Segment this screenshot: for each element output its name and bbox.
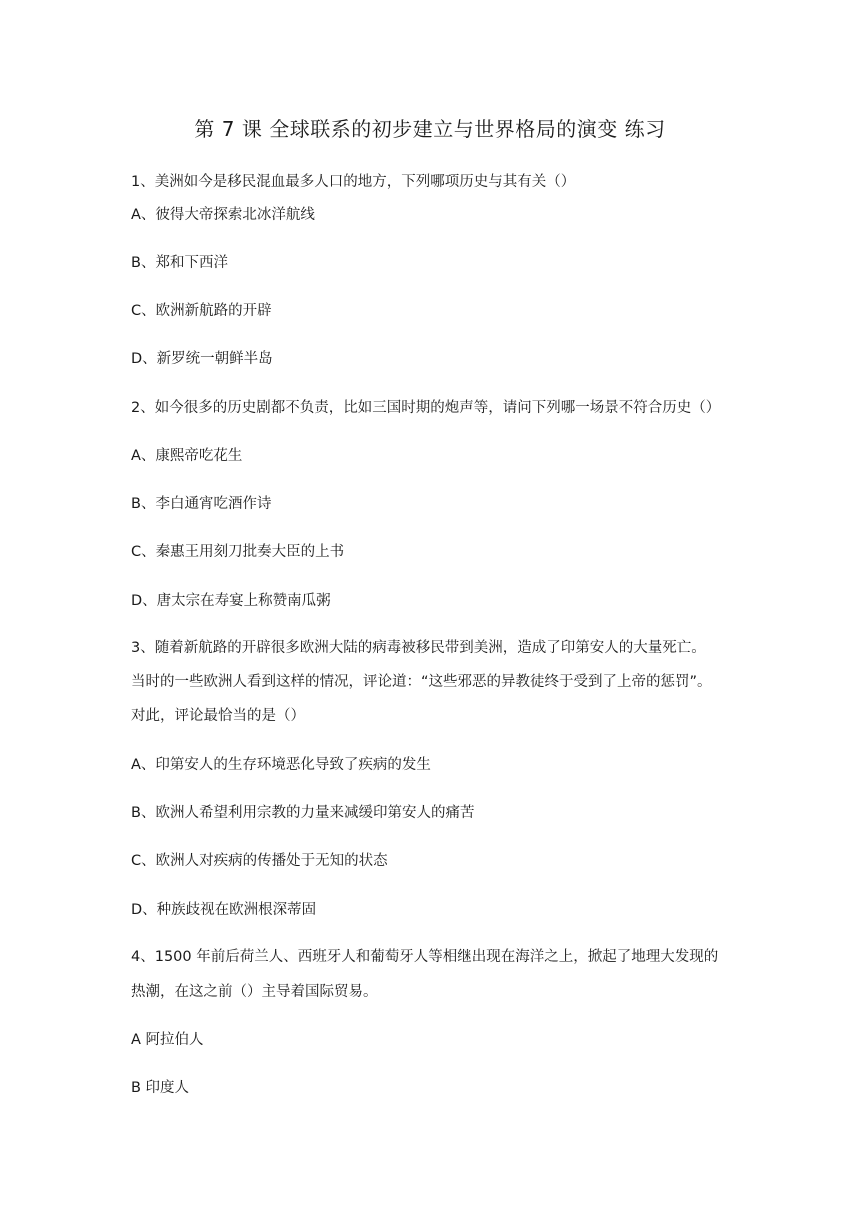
- question-2-option-c: C、秦惠王用刻刀批奏大臣的上书: [131, 544, 345, 560]
- question-2-option-b: B、李白通宵吃酒作诗: [131, 496, 272, 512]
- question-3-option-b: B、欧洲人希望利用宗教的力量来减缓印第安人的痛苦: [131, 805, 475, 821]
- question-3-option-c: C、欧洲人对疾病的传播处于无知的状态: [131, 853, 388, 869]
- question-3-option-a: A、印第安人的生存环境恶化导致了疾病的发生: [131, 757, 431, 773]
- question-1-option-c: C、欧洲新航路的开辟: [131, 303, 272, 319]
- question-4-option-a: A 阿拉伯人: [131, 1032, 204, 1048]
- question-2-stem: 2、如今很多的历史剧都不负责，比如三国时期的炮声等，请问下列哪一场景不符合历史（）: [131, 400, 721, 416]
- question-1-option-d: D、新罗统一朝鲜半岛: [131, 351, 273, 367]
- question-4-stem-line-2: 热潮，在这之前（）主导着国际贸易。: [131, 984, 378, 1000]
- question-3-stem-line-2: 当时的一些欧洲人看到这样的情况，评论道：“这些邪恶的异教徒终于受到了上帝的惩罚”。: [131, 674, 712, 690]
- question-1-stem: 1、美洲如今是移民混血最多人口的地方，下列哪项历史与其有关（）: [131, 174, 576, 190]
- question-3-stem-line-3: 对此，评论最恰当的是（）: [131, 708, 305, 724]
- question-2-option-a: A、康熙帝吃花生: [131, 448, 243, 464]
- question-3-stem-line-1: 3、随着新航路的开辟很多欧洲大陆的病毒被移民带到美洲，造成了印第安人的大量死亡。: [131, 640, 706, 656]
- question-4-stem-line-1: 4、1500 年前后荷兰人、西班牙人和葡萄牙人等相继出现在海洋之上，掀起了地理大发现的: [131, 949, 719, 965]
- question-2-option-d: D、唐太宗在寿宴上称赞南瓜粥: [131, 593, 331, 609]
- question-1-option-b: B、郑和下西洋: [131, 255, 228, 271]
- question-4-option-b: B 印度人: [131, 1080, 190, 1096]
- question-3-option-d: D、种族歧视在欧洲根深蒂固: [131, 902, 317, 918]
- question-1-option-a: A、彼得大帝探索北冰洋航线: [131, 207, 315, 223]
- page-title: 第 7 课 全球联系的初步建立与世界格局的演变 练习: [194, 117, 666, 141]
